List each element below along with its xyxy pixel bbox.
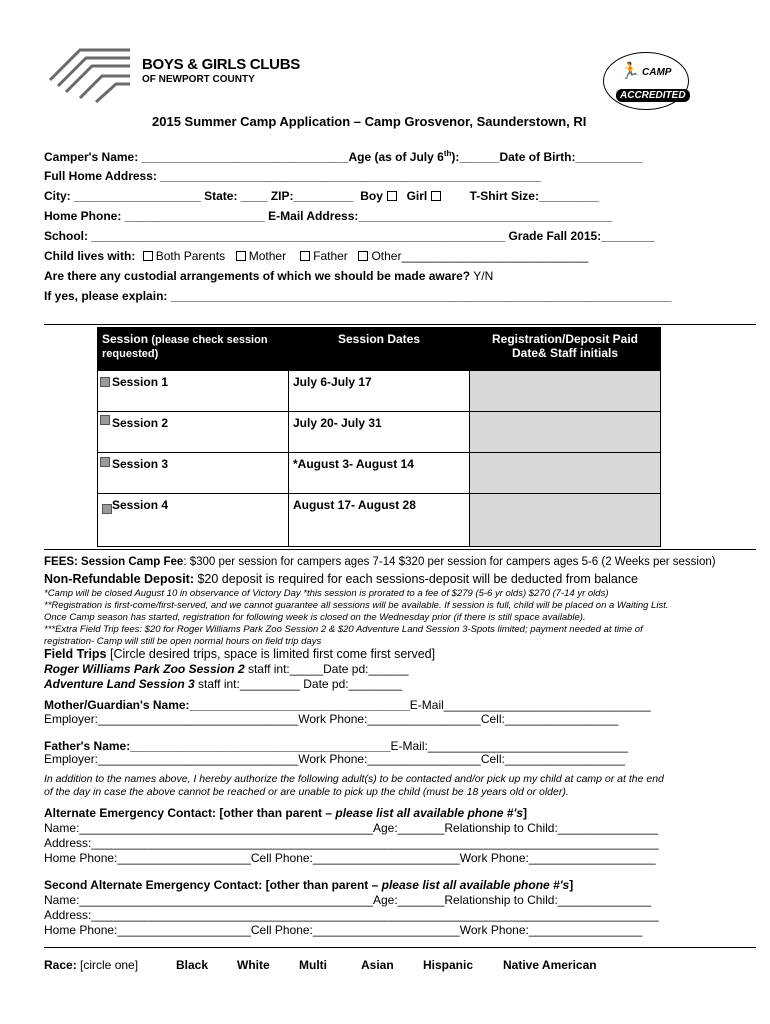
adventure-trip-fields: staff int:_________ Date pd:________ <box>194 677 402 691</box>
custody-yn[interactable]: Y/N <box>473 269 494 283</box>
session-3-checkbox[interactable] <box>100 457 110 467</box>
session-2-registration[interactable] <box>470 412 661 453</box>
alt-contact-2-title <box>44 878 573 892</box>
session-row-2 <box>98 412 661 453</box>
session-3-dates: *August 3- August 14 <box>289 453 470 494</box>
age-sup: th <box>443 149 452 158</box>
session-4-checkbox[interactable] <box>102 504 112 514</box>
deposit-text: $20 deposit is required for each sessions-deposit will be deducted from balance <box>194 572 639 586</box>
mother-employer-line[interactable]: Employer:______________________________Work Phone:_________________Cell:_________________ <box>44 712 619 726</box>
adventure-trip-line[interactable] <box>44 677 402 691</box>
race-note: [circle one] <box>76 958 139 972</box>
boys-girls-clubs-logo <box>40 40 140 106</box>
session-2-name: Session 2 <box>112 416 169 430</box>
father-label: Father <box>313 249 348 263</box>
other-checkbox[interactable] <box>358 251 368 261</box>
race-option-asian[interactable]: Asian <box>361 958 394 972</box>
both-parents-label: Both Parents <box>155 249 226 263</box>
lives-with-row <box>44 249 588 263</box>
mother-name-label: Mother/Guardian's Name:_________________________________ <box>44 698 410 712</box>
alt2-title-text: Second Alternate Emergency Contact: [other than parent – <box>44 878 382 892</box>
mother-line[interactable] <box>44 698 651 712</box>
alt-contact-1-name[interactable]: Name:____________________________________________Age:_______Relationship to Child:_______________ <box>44 821 658 835</box>
race-option-hispanic[interactable]: Hispanic <box>423 958 474 972</box>
alt2-title-italic: please list all available phone #'s <box>381 878 570 892</box>
badge-figure-icon: 🏃 <box>620 63 640 80</box>
registration-col-header: Registration/Deposit Paid Date& Staff initials <box>470 328 661 371</box>
boy-checkbox[interactable] <box>387 191 397 201</box>
school-field[interactable] <box>44 229 655 243</box>
mother-email-label: E-Mail_______________________________ <box>409 698 651 712</box>
fee-note-3: Once Camp season has started, registration for following week is closed on the Wednesday prior (if there is still space available). <box>44 612 586 623</box>
race-label: Race: <box>44 958 77 972</box>
alt1-title-text: Alternate Emergency Contact: [other than parent – <box>44 806 336 820</box>
grade-label: Grade Fall 2015:________ <box>508 229 655 243</box>
city-state-zip-field[interactable] <box>44 189 599 203</box>
session-3-registration[interactable] <box>470 453 661 494</box>
divider-1 <box>44 324 756 325</box>
authorization-text-2: of the day in case the above cannot be reached or are unable to pick up the child (must be 18 years old or older). <box>44 786 569 798</box>
session-table-header <box>98 328 661 371</box>
session-4-dates: August 17- August 28 <box>289 494 470 547</box>
session-2-checkbox[interactable] <box>100 415 110 425</box>
alt1-title-end: ] <box>523 806 527 820</box>
badge-camp-text: CAMP <box>642 67 672 78</box>
camper-name-label: Camper's Name: _______________________________ <box>44 150 349 164</box>
fee-note-4: ***Extra Field Trip fees: $20 for Roger Williams Park Zoo Session 2 & $20 Adventure Land Session 3-Spots limited; payment needed at time of <box>44 624 643 635</box>
page-title: 2015 Summer Camp Application – Camp Grosvenor, Saunderstown, RI <box>152 114 587 129</box>
accredited-badge <box>603 52 689 110</box>
session-cell-3[interactable] <box>98 453 289 494</box>
girl-checkbox[interactable] <box>431 191 441 201</box>
father-email-label: E-Mail:______________________________ <box>390 739 629 753</box>
father-name-label: Father's Name:_______________________________________ <box>44 739 391 753</box>
alt2-title-end: ] <box>569 878 574 892</box>
alt-contact-2-address[interactable]: Address:_____________________________________________________________________________________ <box>44 908 659 922</box>
session-col-header <box>98 328 289 371</box>
badge-accredited-label: ACCREDITED <box>616 89 690 102</box>
field-trips-label: Field Trips <box>44 647 107 661</box>
session-header-note: (please check session requested) <box>102 334 268 360</box>
school-label: School: ______________________________________________________________ <box>44 229 506 243</box>
race-option-black[interactable]: Black <box>176 958 209 972</box>
dates-col-header: Session Dates <box>289 328 470 371</box>
zoo-trip-line[interactable] <box>44 662 409 676</box>
session-4-name: Session 4 <box>112 498 169 512</box>
session-row-1 <box>98 371 661 412</box>
fees-label: FEES: Session Camp Fee <box>44 556 184 568</box>
mother-checkbox[interactable] <box>236 251 246 261</box>
mother-label: Mother <box>248 249 287 263</box>
session-cell-4[interactable] <box>98 494 289 547</box>
address-field[interactable]: Full Home Address: _________________________________________________________ <box>44 169 541 183</box>
father-checkbox[interactable] <box>300 251 310 261</box>
field-trips-line <box>44 647 435 661</box>
father-line[interactable] <box>44 739 628 753</box>
alt-contact-2-phones[interactable]: Home Phone:____________________Cell Phone:______________________Work Phone:_________________ <box>44 923 643 937</box>
race-option-native-american[interactable]: Native American <box>503 958 597 972</box>
phone-email-field[interactable]: Home Phone: _____________________ E-Mail Address:______________________________________ <box>44 209 613 223</box>
session-header-label: Session <box>102 332 149 346</box>
divider-2 <box>44 549 756 550</box>
city-label: City: ___________________ State: ____ ZIP:_________ <box>44 189 354 203</box>
alt1-title-italic: please list all available phone #'s <box>335 806 523 820</box>
session-row-3 <box>98 453 661 494</box>
session-1-registration[interactable] <box>470 371 661 412</box>
session-1-checkbox[interactable] <box>100 377 110 387</box>
other-label: Other____________________________ <box>371 249 589 263</box>
both-parents-checkbox[interactable] <box>143 251 153 261</box>
authorization-text-1: In addition to the names above, I hereby authorize the following adult(s) to be contacted and/or pick up my child at camp or at the end <box>44 773 664 785</box>
fee-note-2: **Registration is first-come/first-served, and we cannot guarantee all sessions will be available. If session is full, child will be placed on a Waiting List. <box>44 600 669 611</box>
session-cell-1[interactable] <box>98 371 289 412</box>
alt-contact-1-address[interactable]: Address:_____________________________________________________________________________________ <box>44 836 659 850</box>
father-employer-line[interactable]: Employer:______________________________Work Phone:_________________Cell:__________________ <box>44 752 625 766</box>
org-subtitle: OF NEWPORT COUNTY <box>142 74 255 85</box>
field-trips-text: [Circle desired trips, space is limited first come first served] <box>110 647 436 661</box>
alt-contact-1-title <box>44 806 527 820</box>
dob-label: Date of Birth:__________ <box>499 150 643 164</box>
org-name: BOYS & GIRLS CLUBS <box>142 56 300 73</box>
race-option-white[interactable]: White <box>237 958 270 972</box>
explain-field[interactable]: If yes, please explain: ___________________________________________________________________________ <box>44 289 672 303</box>
zoo-trip-label: Roger Williams Park Zoo Session 2 <box>44 662 245 676</box>
age-rest: ):______ <box>451 150 500 164</box>
session-1-name: Session 1 <box>112 375 169 389</box>
deposit-line <box>44 572 638 586</box>
race-option-multi[interactable]: Multi <box>299 958 327 972</box>
age-label: Age (as of July 6 <box>348 150 444 164</box>
tshirt-label: T-Shirt Size:_________ <box>469 189 600 203</box>
fees-text: : $300 per session for campers ages 7-14 $320 per session for campers ages 5-6 (2 Weeks per session) <box>183 556 716 568</box>
alt-contact-2-name[interactable]: Name:____________________________________________Age:_______Relationship to Child:______________ <box>44 893 652 907</box>
session-cell-2[interactable] <box>98 412 289 453</box>
fee-note-1: *Camp will be closed August 10 in observance of Victory Day *this session is prorated to a fee of $279 (5-6 yr olds) $270 (7-14 yr olds) <box>44 588 609 599</box>
session-row-4 <box>98 494 661 547</box>
lives-with-label: Child lives with: <box>44 249 136 263</box>
race-row <box>44 958 138 972</box>
zoo-trip-fields: staff int:_____Date pd:______ <box>244 662 409 676</box>
session-table <box>97 327 661 547</box>
alt-contact-1-phones[interactable]: Home Phone:____________________Cell Phone:______________________Work Phone:___________________ <box>44 851 656 865</box>
session-2-dates: July 20- July 31 <box>289 412 470 453</box>
session-3-name: Session 3 <box>112 457 169 471</box>
deposit-label: Non-Refundable Deposit: <box>44 572 194 586</box>
custody-q-text: Are there any custodial arrangements of which we should be made aware? <box>44 269 471 283</box>
session-1-dates: July 6-July 17 <box>289 371 470 412</box>
fee-note-5: registration- Camp will still be open normal hours on field trip days <box>44 636 322 647</box>
girl-label: Girl <box>406 189 428 203</box>
session-4-registration[interactable] <box>470 494 661 547</box>
fees-line <box>44 556 716 568</box>
divider-3 <box>44 947 756 948</box>
camper-name-field[interactable] <box>44 149 642 164</box>
custody-question <box>44 269 493 283</box>
adventure-trip-label: Adventure Land Session 3 <box>44 677 195 691</box>
boy-label: Boy <box>360 189 383 203</box>
